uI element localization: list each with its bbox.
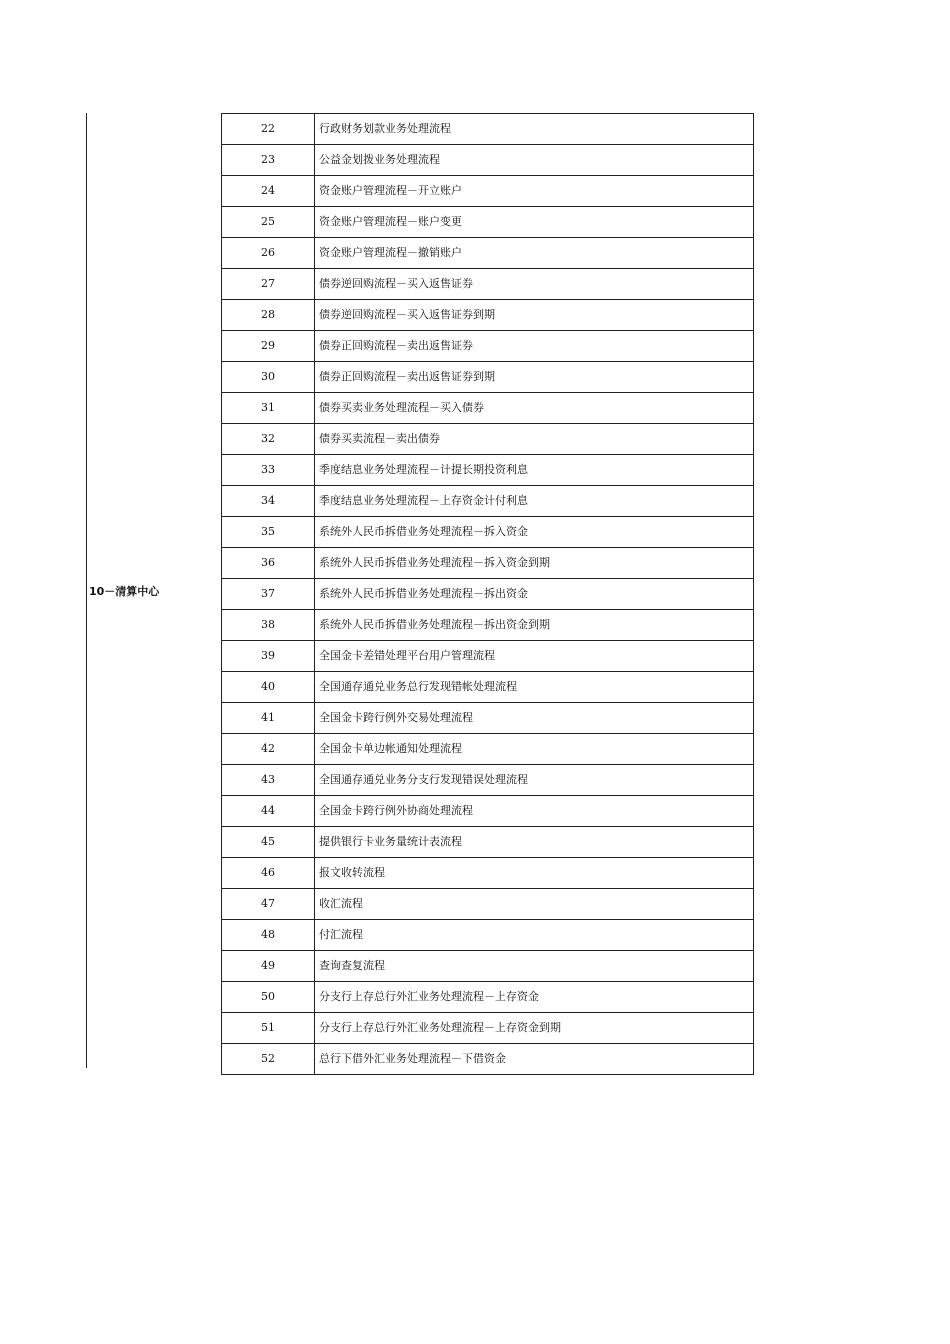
table-row <box>222 114 754 145</box>
table-row <box>222 951 754 982</box>
process-name: 全国通存通兑业务总行发现错帐处理流程 <box>315 672 754 703</box>
process-number: 26 <box>222 238 315 269</box>
process-name: 报文收转流程 <box>315 858 754 889</box>
process-number: 40 <box>222 672 315 703</box>
department-label: 10－清算中心 <box>89 585 160 598</box>
table-row <box>222 734 754 765</box>
process-name: 提供银行卡业务量统计表流程 <box>315 827 754 858</box>
process-name: 全国金卡跨行例外交易处理流程 <box>315 703 754 734</box>
table-row <box>222 1044 754 1075</box>
table-row <box>222 517 754 548</box>
process-number: 38 <box>222 610 315 641</box>
process-number: 36 <box>222 548 315 579</box>
process-number: 22 <box>222 114 315 145</box>
process-name: 系统外人民币拆借业务处理流程－拆出资金到期 <box>315 610 754 641</box>
process-name: 行政财务划款业务处理流程 <box>315 114 754 145</box>
process-number: 29 <box>222 331 315 362</box>
process-number: 33 <box>222 455 315 486</box>
process-name: 债券买卖流程－卖出债券 <box>315 424 754 455</box>
process-name: 债券逆回购流程－买入返售证券 <box>315 269 754 300</box>
process-name: 资金账户管理流程－账户变更 <box>315 207 754 238</box>
table-row <box>222 827 754 858</box>
process-name: 分支行上存总行外汇业务处理流程－上存资金到期 <box>315 1013 754 1044</box>
process-number: 49 <box>222 951 315 982</box>
process-number: 48 <box>222 920 315 951</box>
process-name: 系统外人民币拆借业务处理流程－拆出资金 <box>315 579 754 610</box>
process-name: 债券买卖业务处理流程－买入债券 <box>315 393 754 424</box>
process-number: 47 <box>222 889 315 920</box>
process-number: 51 <box>222 1013 315 1044</box>
process-number: 52 <box>222 1044 315 1075</box>
table-row <box>222 207 754 238</box>
process-name: 债券逆回购流程－买入返售证券到期 <box>315 300 754 331</box>
process-number: 44 <box>222 796 315 827</box>
table-row <box>222 393 754 424</box>
process-number: 30 <box>222 362 315 393</box>
table-row <box>222 269 754 300</box>
process-name: 全国通存通兑业务分支行发现错误处理流程 <box>315 765 754 796</box>
process-number: 34 <box>222 486 315 517</box>
table-row <box>222 1013 754 1044</box>
process-number: 35 <box>222 517 315 548</box>
table-row <box>222 455 754 486</box>
department-column-rule <box>86 113 87 1068</box>
process-name: 系统外人民币拆借业务处理流程－拆入资金 <box>315 517 754 548</box>
process-number: 42 <box>222 734 315 765</box>
table-row <box>222 703 754 734</box>
process-name: 总行下借外汇业务处理流程－下借资金 <box>315 1044 754 1075</box>
process-name: 查询查复流程 <box>315 951 754 982</box>
process-name: 系统外人民币拆借业务处理流程－拆入资金到期 <box>315 548 754 579</box>
table-row <box>222 889 754 920</box>
process-number: 27 <box>222 269 315 300</box>
process-number: 28 <box>222 300 315 331</box>
table-row <box>222 796 754 827</box>
process-number: 24 <box>222 176 315 207</box>
process-name: 收汇流程 <box>315 889 754 920</box>
process-number: 45 <box>222 827 315 858</box>
table-row <box>222 920 754 951</box>
process-number: 39 <box>222 641 315 672</box>
table-row <box>222 486 754 517</box>
process-number: 25 <box>222 207 315 238</box>
process-name: 公益金划拨业务处理流程 <box>315 145 754 176</box>
process-name: 债券正回购流程－卖出返售证券 <box>315 331 754 362</box>
table-row <box>222 858 754 889</box>
table-row <box>222 641 754 672</box>
table-row <box>222 548 754 579</box>
process-name: 季度结息业务处理流程－计提长期投资利息 <box>315 455 754 486</box>
process-name: 资金账户管理流程－开立账户 <box>315 176 754 207</box>
process-table <box>221 113 754 1075</box>
process-name: 资金账户管理流程－撤销账户 <box>315 238 754 269</box>
process-name: 分支行上存总行外汇业务处理流程－上存资金 <box>315 982 754 1013</box>
table-row <box>222 424 754 455</box>
table-row <box>222 579 754 610</box>
process-number: 32 <box>222 424 315 455</box>
process-name: 季度结息业务处理流程－上存资金计付利息 <box>315 486 754 517</box>
process-number: 37 <box>222 579 315 610</box>
table-row <box>222 331 754 362</box>
table-row <box>222 672 754 703</box>
table-row <box>222 362 754 393</box>
process-number: 46 <box>222 858 315 889</box>
process-number: 50 <box>222 982 315 1013</box>
table-row <box>222 982 754 1013</box>
process-name: 全国金卡跨行例外协商处理流程 <box>315 796 754 827</box>
table-row <box>222 765 754 796</box>
process-name: 全国金卡差错处理平台用户管理流程 <box>315 641 754 672</box>
table-row <box>222 610 754 641</box>
table-row <box>222 238 754 269</box>
process-name: 付汇流程 <box>315 920 754 951</box>
process-number: 41 <box>222 703 315 734</box>
process-number: 31 <box>222 393 315 424</box>
process-number: 43 <box>222 765 315 796</box>
process-name: 全国金卡单边帐通知处理流程 <box>315 734 754 765</box>
process-number: 23 <box>222 145 315 176</box>
table-row <box>222 176 754 207</box>
process-name: 债券正回购流程－卖出返售证券到期 <box>315 362 754 393</box>
table-row <box>222 300 754 331</box>
process-table-body <box>222 114 754 1075</box>
table-row <box>222 145 754 176</box>
